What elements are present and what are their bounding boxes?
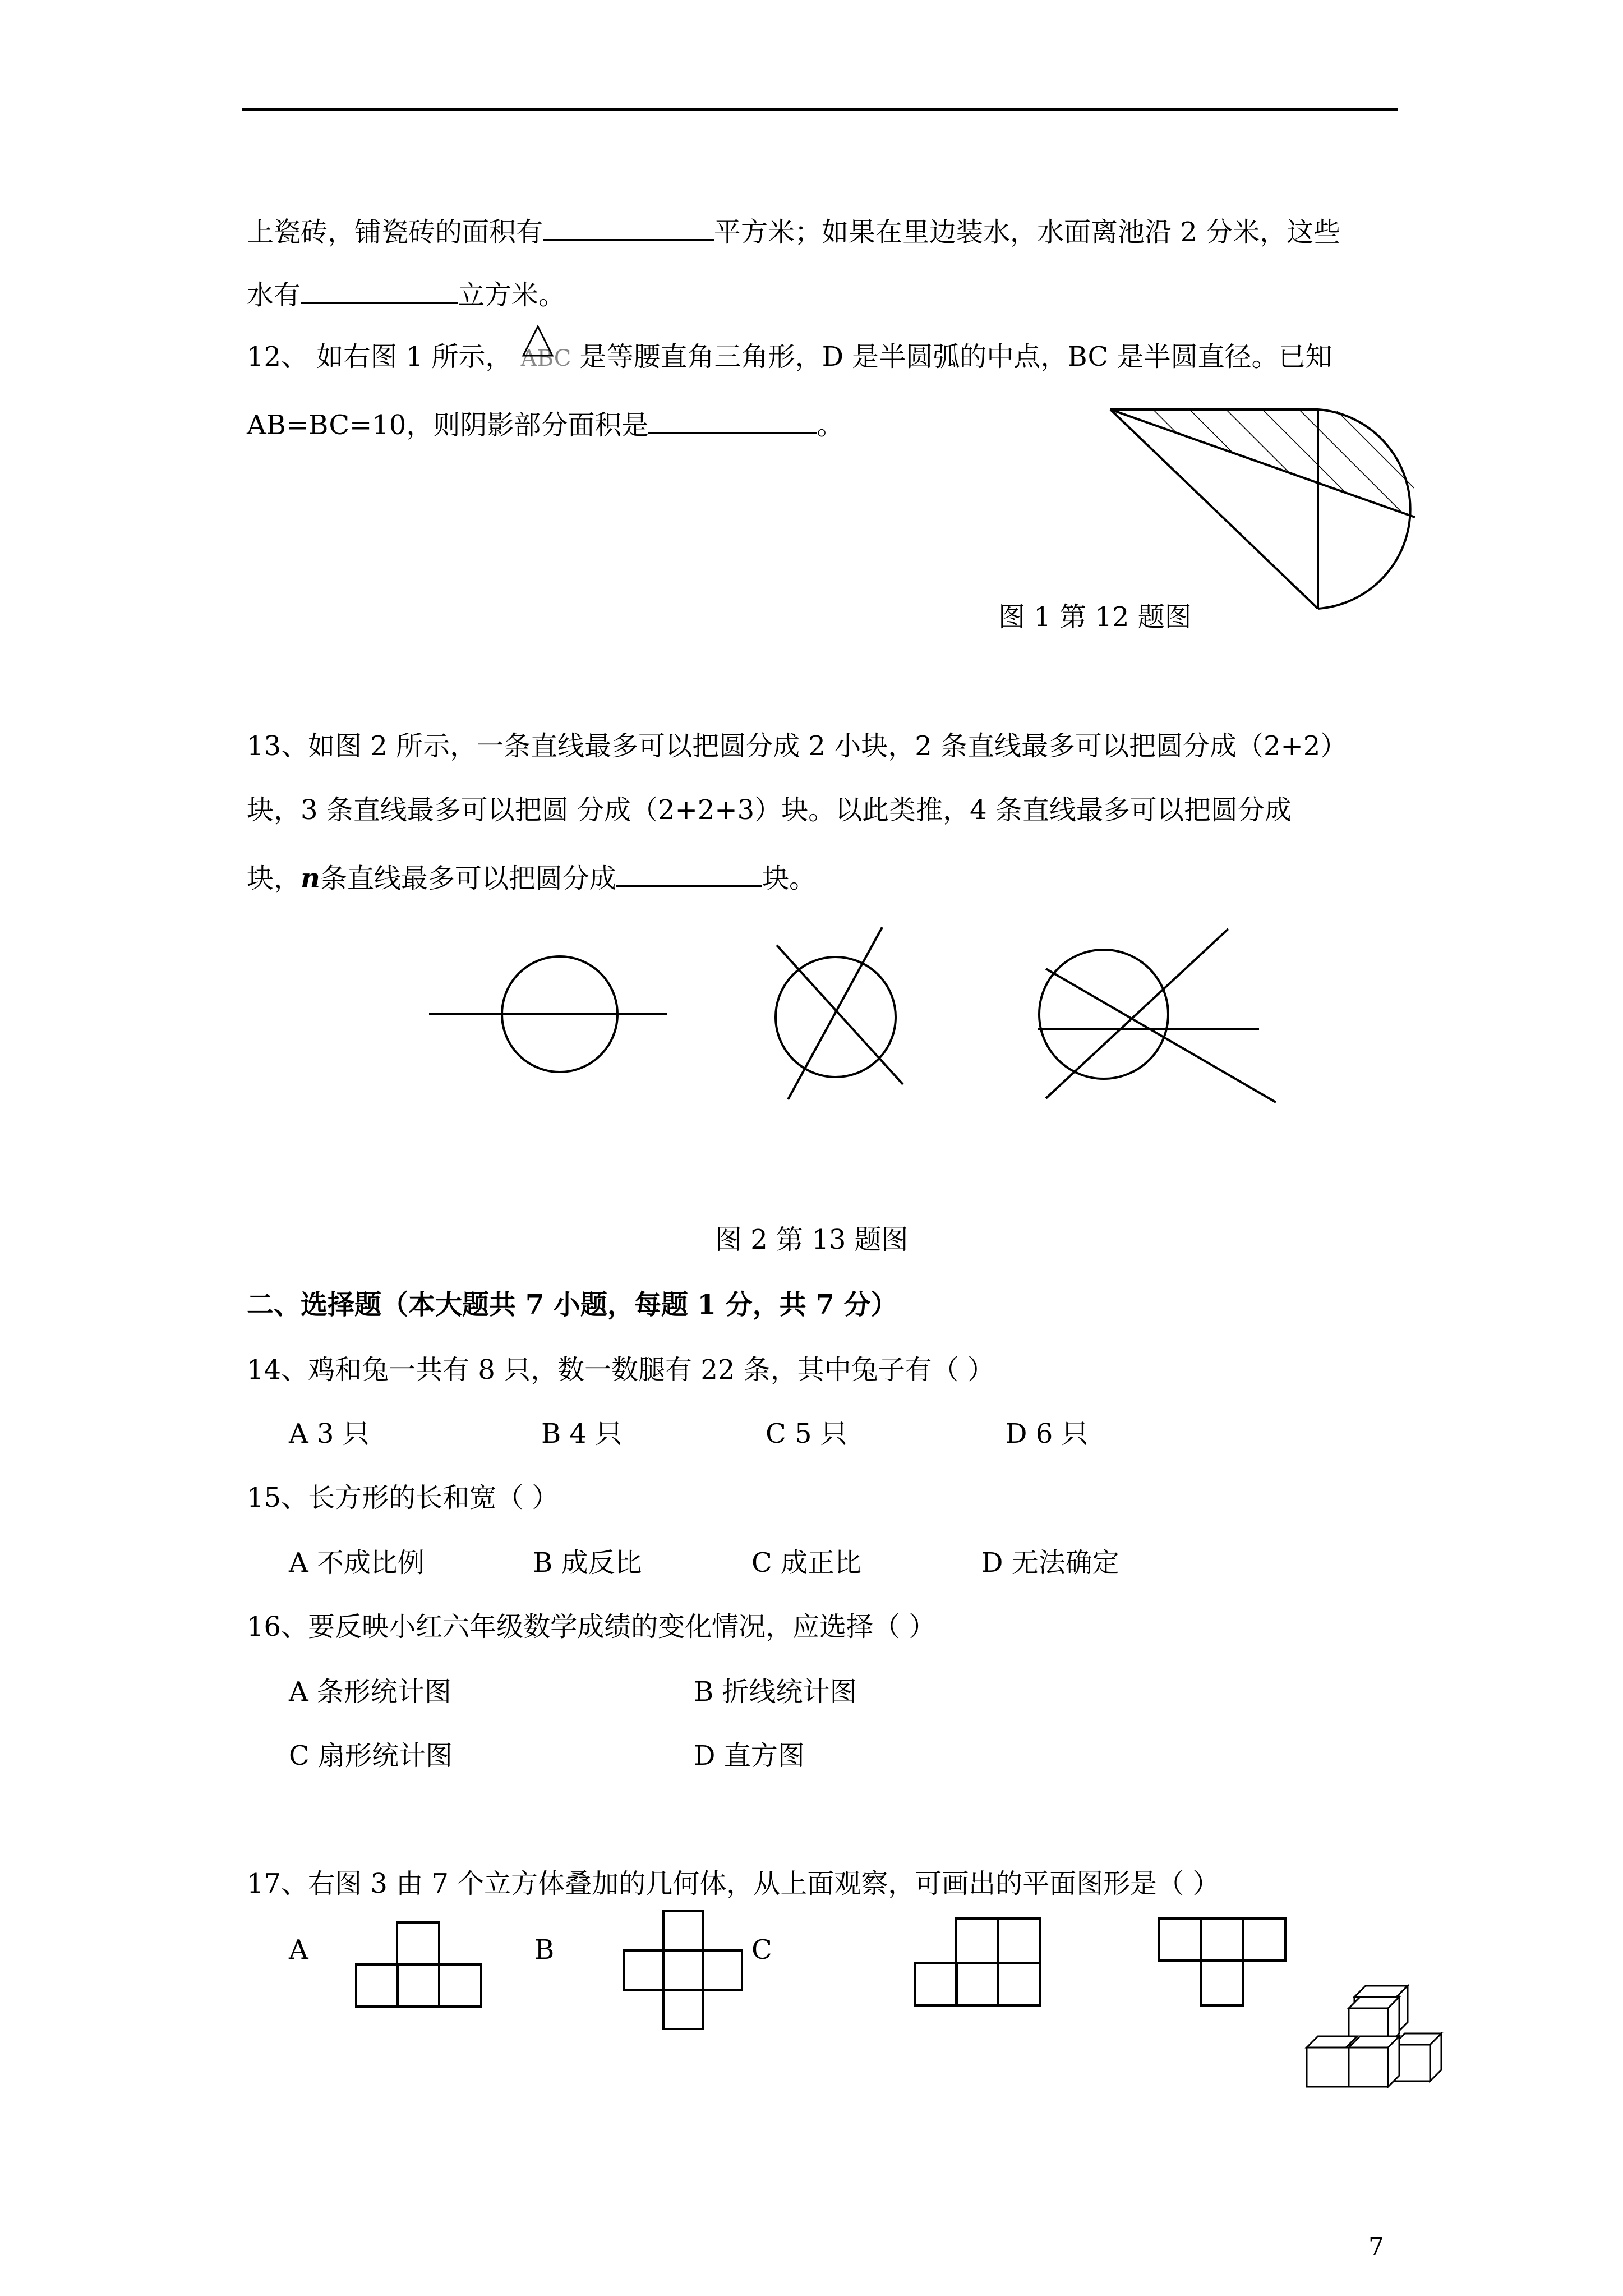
q11-blank-area[interactable] <box>543 212 714 241</box>
q17-figure-a <box>355 1921 484 2017</box>
q15-option-b[interactable]: B 成反比 <box>533 1547 642 1579</box>
section2-heading: 二、选择题（本大题共 7 小题，每题 1 分，共 7 分） <box>247 1289 898 1320</box>
figure2-circles-lines <box>429 920 1281 1105</box>
q16-option-c[interactable]: C 扇形统计图 <box>289 1740 453 1772</box>
q11-blank-volume[interactable] <box>301 275 458 304</box>
q14-option-d[interactable]: D 6 只 <box>1006 1418 1089 1450</box>
q14-option-b[interactable]: B 4 只 <box>541 1418 623 1450</box>
q15-option-d[interactable]: D 无法确定 <box>981 1547 1119 1579</box>
q16-option-d[interactable]: D 直方图 <box>694 1740 805 1772</box>
q12-line2: AB=BC=10，则阴影部分面积是 。 <box>247 405 843 442</box>
line-2a <box>788 927 882 1099</box>
triangle-symbol-abc: ABC <box>521 340 571 375</box>
figure1-triangle-semicircle <box>1110 404 1447 628</box>
circle-two-lines <box>776 957 896 1077</box>
q17-figure-d <box>1158 1917 1293 2018</box>
q14-option-c[interactable]: C 5 只 <box>766 1418 847 1450</box>
q17-option-label-b[interactable]: B <box>534 1934 555 1966</box>
q17-option-label-a[interactable]: A <box>289 1934 308 1966</box>
q16-stem: 16、要反映小红六年级数学成绩的变化情况，应选择（ ） <box>247 1611 936 1642</box>
q13-line1: 13、如图 2 所示，一条直线最多可以把圆分成 2 小块，2 条直线最多可以把圆分成（2+2） <box>247 730 1348 762</box>
q14-stem: 14、鸡和兔一共有 8 只，数一数腿有 22 条，其中兔子有（ ） <box>247 1354 994 1386</box>
q13-line2: 块，3 条直线最多可以把圆 分成（2+2+3）块。以此类推，4 条直线最多可以把圆分成 <box>247 794 1292 826</box>
figure2-caption: 图 2 第 13 题图 <box>715 1224 909 1255</box>
q12-line1: 12、 如右图 1 所示， ABC 是等腰直角三角形，D 是半圆弧的中点，BC 是半圆直径。已知 <box>247 340 1332 375</box>
triangle-icon <box>521 324 555 358</box>
q16-option-a[interactable]: A 条形统计图 <box>289 1676 451 1708</box>
line-2b <box>777 945 903 1084</box>
circle-three-lines <box>1039 950 1168 1079</box>
figure3-stacked-cubes <box>1304 1969 1472 2098</box>
q15-option-a[interactable]: A 不成比例 <box>289 1547 425 1579</box>
q14-option-a[interactable]: A 3 只 <box>289 1418 370 1450</box>
q11-line2: 水有 立方米。 <box>247 275 565 312</box>
line-3c <box>1046 969 1276 1102</box>
header-rule <box>242 108 1398 111</box>
figure1-caption: 图 1 第 12 题图 <box>998 601 1192 633</box>
q17-option-label-c[interactable]: C <box>751 1934 772 1966</box>
page-number: 7 <box>1368 2233 1384 2261</box>
q12-blank-shaded-area[interactable] <box>648 405 817 434</box>
q16-option-b[interactable]: B 折线统计图 <box>694 1676 857 1708</box>
q15-stem: 15、长方形的长和宽（ ） <box>247 1482 559 1513</box>
q17-figure-c <box>914 1917 1049 2018</box>
q11-line1: 上瓷砖，铺瓷砖的面积有 平方米；如果在里边装水，水面离池沿 2 分米，这些 <box>247 212 1340 249</box>
q13-line3: 块，n条直线最多可以把圆分成 块。 <box>247 858 816 895</box>
line-3b <box>1046 929 1228 1098</box>
q15-option-c[interactable]: C 成正比 <box>751 1547 861 1579</box>
q17-figure-b <box>621 1910 756 2050</box>
q13-blank-n-lines[interactable] <box>616 858 762 887</box>
q17-stem: 17、右图 3 由 7 个立方体叠加的几何体，从上面观察，可画出的平面图形是（ ） <box>247 1868 1220 1899</box>
